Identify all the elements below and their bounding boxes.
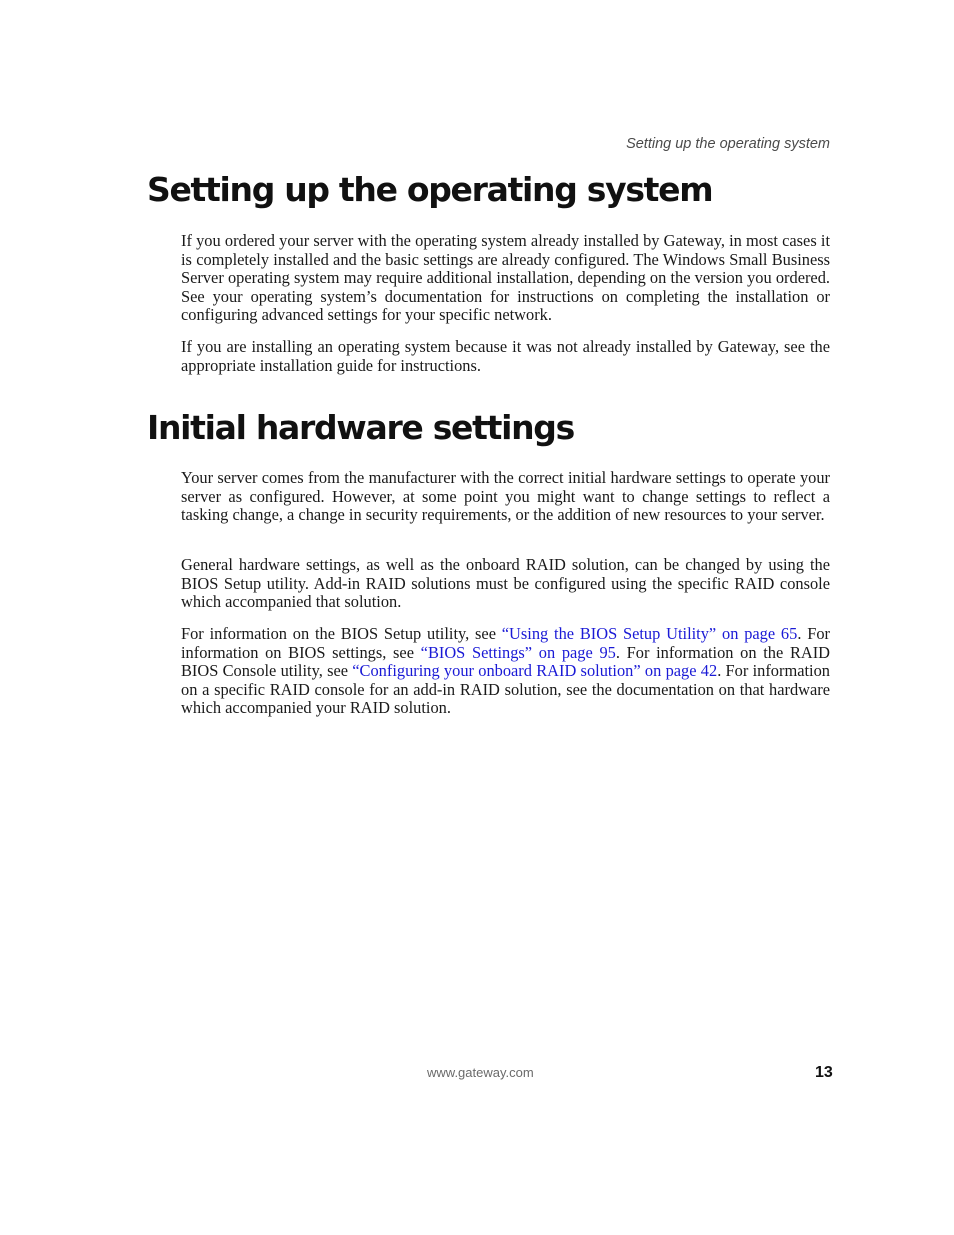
paragraph-hardware-bios: General hardware settings, as well as the onboard RAID solution, can be changed by using the BIOS Setup utility. Add-in RAID solutions must be configured using the specific RAID console which accompanied that solution. — [181, 555, 830, 611]
paragraph-hardware-intro: Your server comes from the manufacturer with the correct initial hardware settings to operate your server as configured. However, at some point you might want to change settings to reflect a tasking change, a change in security requirements, or the addition of new resources to your server. — [181, 468, 830, 524]
paragraph-os-installing: If you are installing an operating system because it was not already installed by Gateway, see the appropriate installation guide for instructions. — [181, 337, 830, 375]
paragraph-cross-references — [181, 625, 830, 718]
footer-url: www.gateway.com — [427, 1065, 534, 1080]
link-bios-settings[interactable]: “BIOS Settings” on page 95 — [420, 642, 616, 662]
paragraph-os-preinstalled: If you ordered your server with the operating system already installed by Gateway, in most cases it is completely installed and the basic settings are already configured. The Windows Small Business Server operating system may require additional installation, depending on the version you ordered. See your operating system’s documentation for instructions on completing the installation or configuring advanced settings for your specific network. — [181, 231, 830, 324]
section-heading-operating-system: Setting up the operating system — [147, 170, 713, 209]
running-header: Setting up the operating system — [626, 136, 830, 152]
xref-text-3: . For information on the RAID BIOS Console utility, see — [181, 642, 831, 680]
section-heading-hardware-settings: Initial hardware settings — [147, 408, 574, 447]
page-number: 13 — [815, 1064, 833, 1081]
xref-text-2: . For information on BIOS settings, see — [181, 624, 830, 662]
link-configuring-raid[interactable]: “Configuring your onboard RAID solution” on page 42 — [352, 661, 718, 680]
xref-text-4: . For information on a specific RAID console for an add-in RAID solution, see the documentation on that hardware which accompanied your RAID solution. — [181, 661, 830, 717]
link-bios-setup-utility[interactable]: “Using the BIOS Setup Utility” on page 65 — [501, 624, 798, 643]
xref-text-1: For information on the BIOS Setup utility, see — [181, 624, 502, 643]
